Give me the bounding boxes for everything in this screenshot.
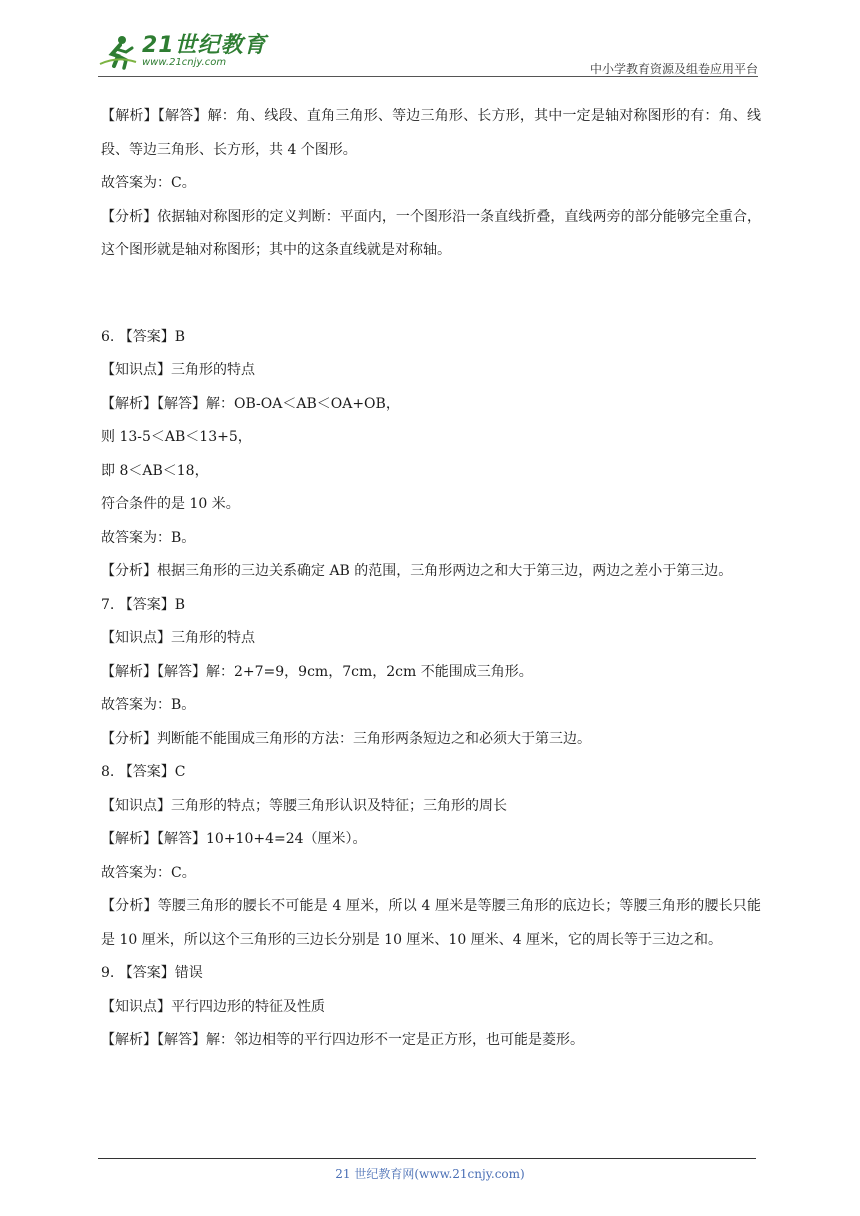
q7-knowledge: 【知识点】三角形的特点 (101, 630, 255, 646)
document-body (101, 100, 761, 1058)
q9-knowledge: 【知识点】平行四边形的特征及性质 (101, 998, 325, 1015)
q6-explanation: 【分析】根据三角形的三边关系确定 AB 的范围，三角形两边之和大于第三边，两边之差小于第三边。 (101, 563, 733, 579)
q7-analysis: 【解析】【解答】解：2+7=9，9cm，7cm，2cm 不能围成三角形。 (101, 663, 533, 680)
q5-conclusion: 故答案为：C。 (101, 175, 196, 191)
q8-analysis: 【解析】【解答】10+10+4=24（厘米）。 (101, 831, 367, 847)
footer-link[interactable]: 21 世纪教育网(www.21cnjy.com) (335, 1167, 525, 1181)
q6-conclusion: 故答案为：B。 (101, 529, 196, 546)
q6-knowledge: 【知识点】三角形的特点 (101, 362, 255, 378)
q6-analysis: 【解析】【解答】解：OB-OA＜AB＜OA+OB， (101, 395, 400, 412)
header-divider (98, 76, 758, 77)
q8-explanation: 【分析】等腰三角形的腰长不可能是 4 厘米，所以 4 厘米是等腰三角形的底边长；等腰三角形的腰长只能是 10 厘米，所以这个三角形的三边长分别是 10 厘米、10 厘米、4 厘米，它的周长等于三边之和。 (101, 898, 761, 948)
q8-conclusion: 故答案为：C。 (101, 864, 196, 881)
q7-explanation: 【分析】判断能不能围成三角形的方法：三角形两条短边之和必须大于第三边。 (101, 730, 591, 747)
q6-step3: 符合条件的是 10 米。 (101, 496, 240, 512)
q6-step2: 即 8＜AB＜18， (101, 462, 209, 479)
header-platform-text: 中小学教育资源及组卷应用平台 (589, 62, 758, 76)
q7-conclusion: 故答案为：B。 (101, 697, 196, 713)
q5-analysis: 【解析】【解答】解：角、线段、直角三角形、等边三角形、长方形，其中一定是轴对称图形的有：角、线段、等边三角形、长方形，共 4 个图形。 (101, 108, 761, 158)
logo-url: www.21cnjy.com (142, 57, 227, 68)
q5-explanation: 【分析】依据轴对称图形的定义判断：平面内，一个图形沿一条直线折叠，直线两旁的部分能够完全重合，这个图形就是轴对称图形；其中的这条直线就是对称轴。 (101, 208, 761, 258)
q9-answer: 9. 【答案】错误 (101, 965, 203, 981)
page-header (98, 28, 758, 78)
q8-answer: 8. 【答案】C (101, 764, 186, 780)
q7-answer: 7. 【答案】B (101, 596, 186, 613)
q8-knowledge: 【知识点】三角形的特点；等腰三角形认识及特征；三角形的周长 (101, 797, 507, 814)
q9-analysis: 【解析】【解答】解：邻边相等的平行四边形不一定是正方形，也可能是菱形。 (101, 1032, 584, 1048)
logo-title: 21世纪教育 (142, 33, 267, 58)
footer-divider (98, 1158, 756, 1159)
q6-step1: 则 13-5＜AB＜13+5， (101, 429, 252, 445)
q6-answer: 6. 【答案】B (101, 328, 186, 345)
site-logo[interactable] (98, 34, 267, 70)
section-gap (101, 268, 761, 321)
runner-logo-icon (98, 34, 138, 70)
